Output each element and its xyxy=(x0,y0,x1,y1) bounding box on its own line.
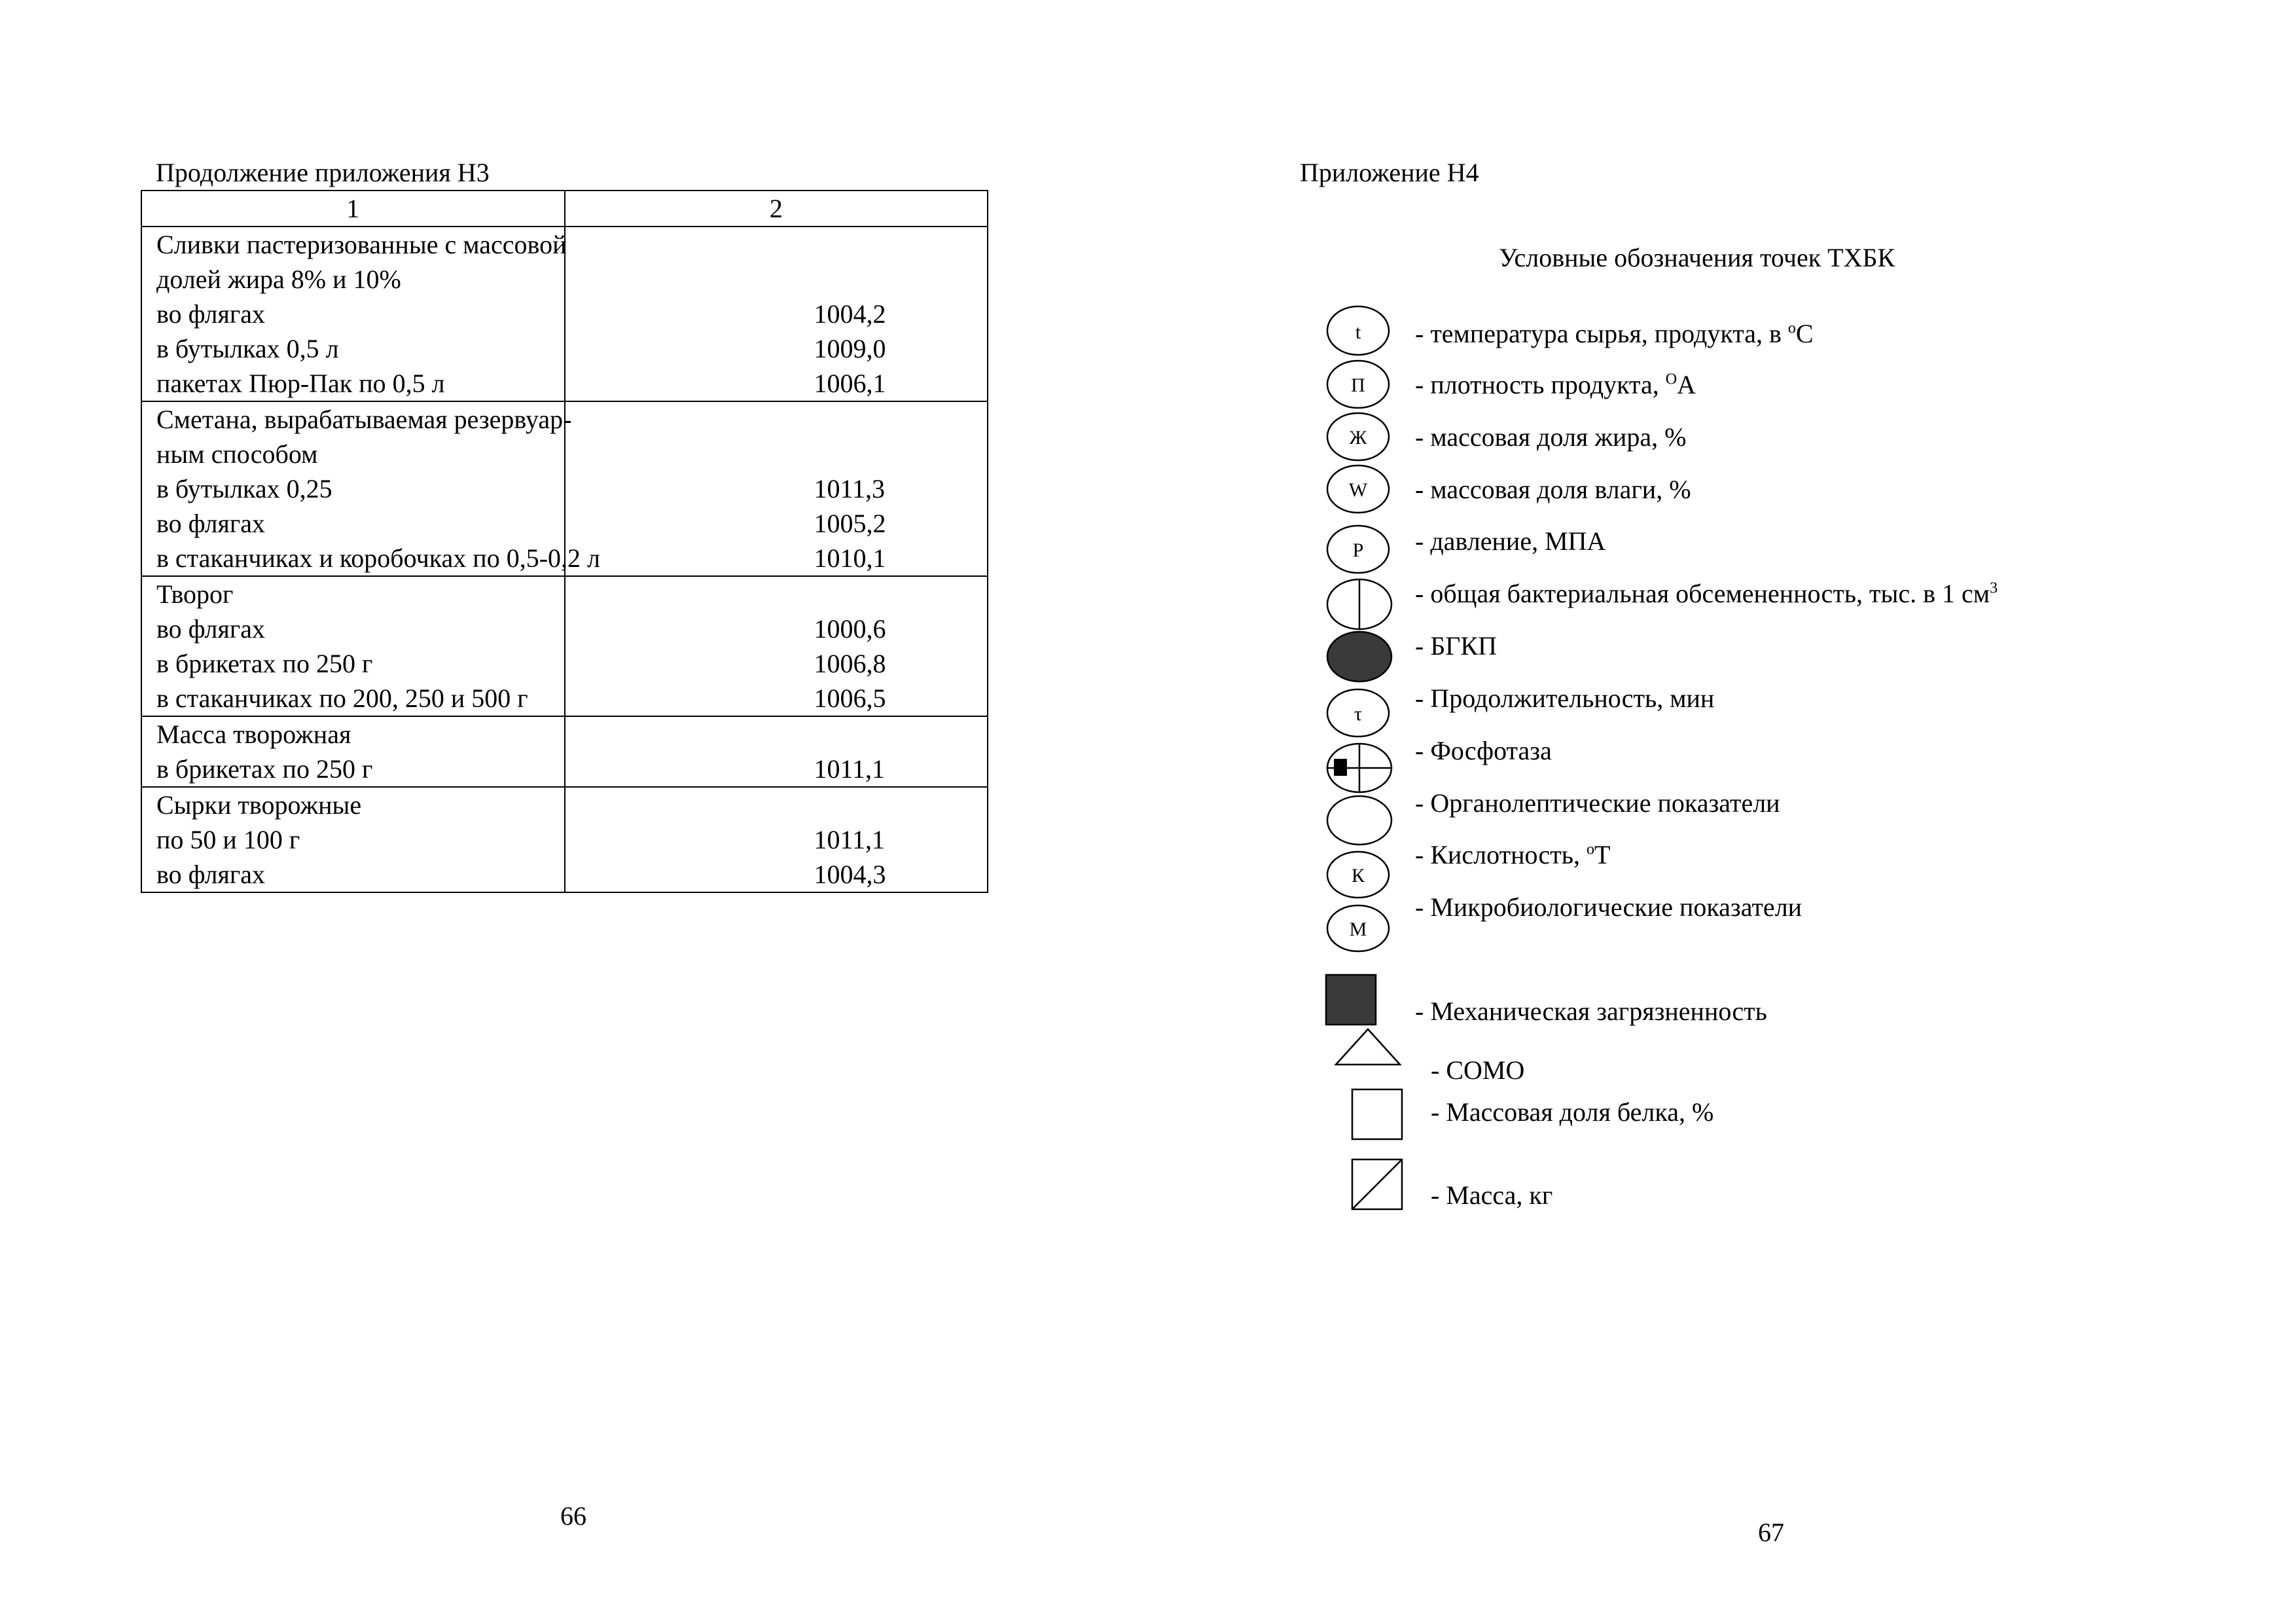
left-page-heading: Продолжение приложения Н3 xyxy=(156,158,490,187)
group-labels xyxy=(141,227,565,401)
row-label: по 50 и 100 г xyxy=(156,825,300,854)
group-values xyxy=(565,787,988,892)
column-header-2: 2 xyxy=(565,191,988,227)
right-page-heading: Приложение Н4 xyxy=(1300,158,1479,187)
legend-label: - температура сырья, продукта, в $^o$С xyxy=(1415,319,1814,348)
row-label: в стаканчиках и коробочках по 0,5-0,2 л xyxy=(156,543,600,573)
symbol-letter: W xyxy=(1348,479,1368,501)
legend-label: - Масса, кг xyxy=(1431,1180,1553,1210)
group-name-line: Сметана, вырабатываемая резервуар- xyxy=(156,405,572,434)
row-value: 1000,6 xyxy=(814,614,886,644)
row-value: 1011,3 xyxy=(814,474,886,503)
duration-symbol-icon xyxy=(1325,687,1391,739)
group-name-line: Сливки пастеризованные с массовой xyxy=(156,230,567,259)
legend-label: - СОМО xyxy=(1431,1055,1525,1085)
table-group-cream xyxy=(141,227,988,401)
group-values xyxy=(565,576,988,716)
bacterial-count-symbol-icon xyxy=(1325,577,1393,631)
symbol-letter: τ xyxy=(1354,703,1363,725)
group-name-line: Сырки творожные xyxy=(156,790,362,820)
group-labels xyxy=(141,576,565,716)
somo-triangle-icon xyxy=(1334,1027,1402,1067)
row-label: в брикетах по 250 г xyxy=(156,754,373,784)
row-value: 1006,1 xyxy=(814,369,886,398)
row-label: в бутылках 0,5 л xyxy=(156,334,339,363)
legend-label: - Микробиологические показатели xyxy=(1415,892,1803,922)
legend-label: - Механическая загрязненность xyxy=(1415,996,1767,1026)
group-values xyxy=(565,227,988,401)
temperature-symbol-icon xyxy=(1325,304,1391,357)
row-label: во флягах xyxy=(156,860,266,889)
legend-label: - Продолжительность, мин xyxy=(1415,684,1715,713)
fat-symbol-icon xyxy=(1325,411,1391,462)
legend-label: - Органолептические показатели xyxy=(1415,788,1780,818)
row-value: 1004,3 xyxy=(814,860,886,889)
row-label: в бутылках 0,25 xyxy=(156,474,332,503)
row-value: 1006,8 xyxy=(814,649,886,678)
table-group-cottage-cheese xyxy=(141,576,988,716)
row-value: 1011,1 xyxy=(814,825,886,854)
page-number-left: 66 xyxy=(560,1501,586,1531)
legend-label: - Массовая доля белка, % xyxy=(1431,1097,1714,1127)
legend-label: - Фосфотаза xyxy=(1415,736,1552,765)
legend-title: Условные обозначения точек ТХБК xyxy=(1499,243,1895,272)
row-label: в брикетах по 250 г xyxy=(156,649,373,678)
row-value: 1011,1 xyxy=(814,754,886,784)
table-group-curd-mass xyxy=(141,716,988,787)
phosphatase-symbol-icon xyxy=(1325,742,1393,794)
legend-label: - Кислотность, $^о$Т xyxy=(1415,840,1611,869)
legend-label: - массовая доля жира, % xyxy=(1415,422,1687,452)
table-header-row xyxy=(141,191,988,227)
row-label: во флягах xyxy=(156,299,266,329)
row-label: пакетах Пюр-Пак по 0,5 л xyxy=(156,369,445,398)
symbol-letter: П xyxy=(1351,374,1365,396)
row-label: в стаканчиках по 200, 250 и 500 г xyxy=(156,684,528,713)
symbol-letter: t xyxy=(1355,321,1361,343)
microbiological-symbol-icon xyxy=(1325,903,1391,953)
row-value: 1006,5 xyxy=(814,684,886,713)
row-value: 1004,2 xyxy=(814,299,886,329)
legend-label: - общая бактериальная обсемененность, тыс. в 1 $см^3$ xyxy=(1415,579,1998,608)
legend-label: - давление, МПА xyxy=(1415,526,1606,556)
group-labels xyxy=(141,401,600,576)
group-name-line: ным способом xyxy=(156,439,318,469)
organoleptic-symbol-icon xyxy=(1325,794,1393,847)
symbol-letter: Р xyxy=(1352,539,1364,561)
row-label: во флягах xyxy=(156,614,266,644)
mechanical-contamination-symbol-icon xyxy=(1325,974,1378,1026)
group-name-line: долей жира 8% и 10% xyxy=(156,264,401,294)
legend-label: - БГКП xyxy=(1415,631,1497,661)
group-labels xyxy=(141,716,565,787)
row-label: во флягах xyxy=(156,509,266,538)
group-values xyxy=(565,716,988,787)
pressure-symbol-icon xyxy=(1325,524,1391,575)
legend-label: - плотность продукта, $^О$А xyxy=(1415,370,1696,399)
row-value: 1010,1 xyxy=(814,543,886,573)
row-value: 1009,0 xyxy=(814,334,886,363)
density-table xyxy=(141,190,988,893)
mass-square-diagonal-icon xyxy=(1351,1158,1405,1211)
group-name-line: Масса творожная xyxy=(156,720,351,749)
group-name-line: Творог xyxy=(156,579,234,609)
density-symbol-icon xyxy=(1325,359,1391,410)
legend-label: - массовая доля влаги, % xyxy=(1415,475,1691,504)
group-labels xyxy=(141,787,565,892)
page-number-right: 67 xyxy=(1758,1518,1784,1547)
moisture-symbol-icon xyxy=(1325,464,1391,515)
protein-square-icon xyxy=(1351,1088,1405,1140)
symbol-letter: Ж xyxy=(1349,427,1367,448)
group-values xyxy=(565,401,988,576)
acidity-symbol-icon xyxy=(1325,850,1391,900)
table-group-sour-cream xyxy=(141,401,988,576)
row-value: 1005,2 xyxy=(814,509,886,538)
symbol-letter: К xyxy=(1351,865,1365,886)
bgkp-symbol-icon xyxy=(1325,630,1393,684)
symbol-letter: М xyxy=(1349,919,1367,940)
table-group-curd-bars xyxy=(141,787,988,892)
column-header-1: 1 xyxy=(141,191,565,227)
